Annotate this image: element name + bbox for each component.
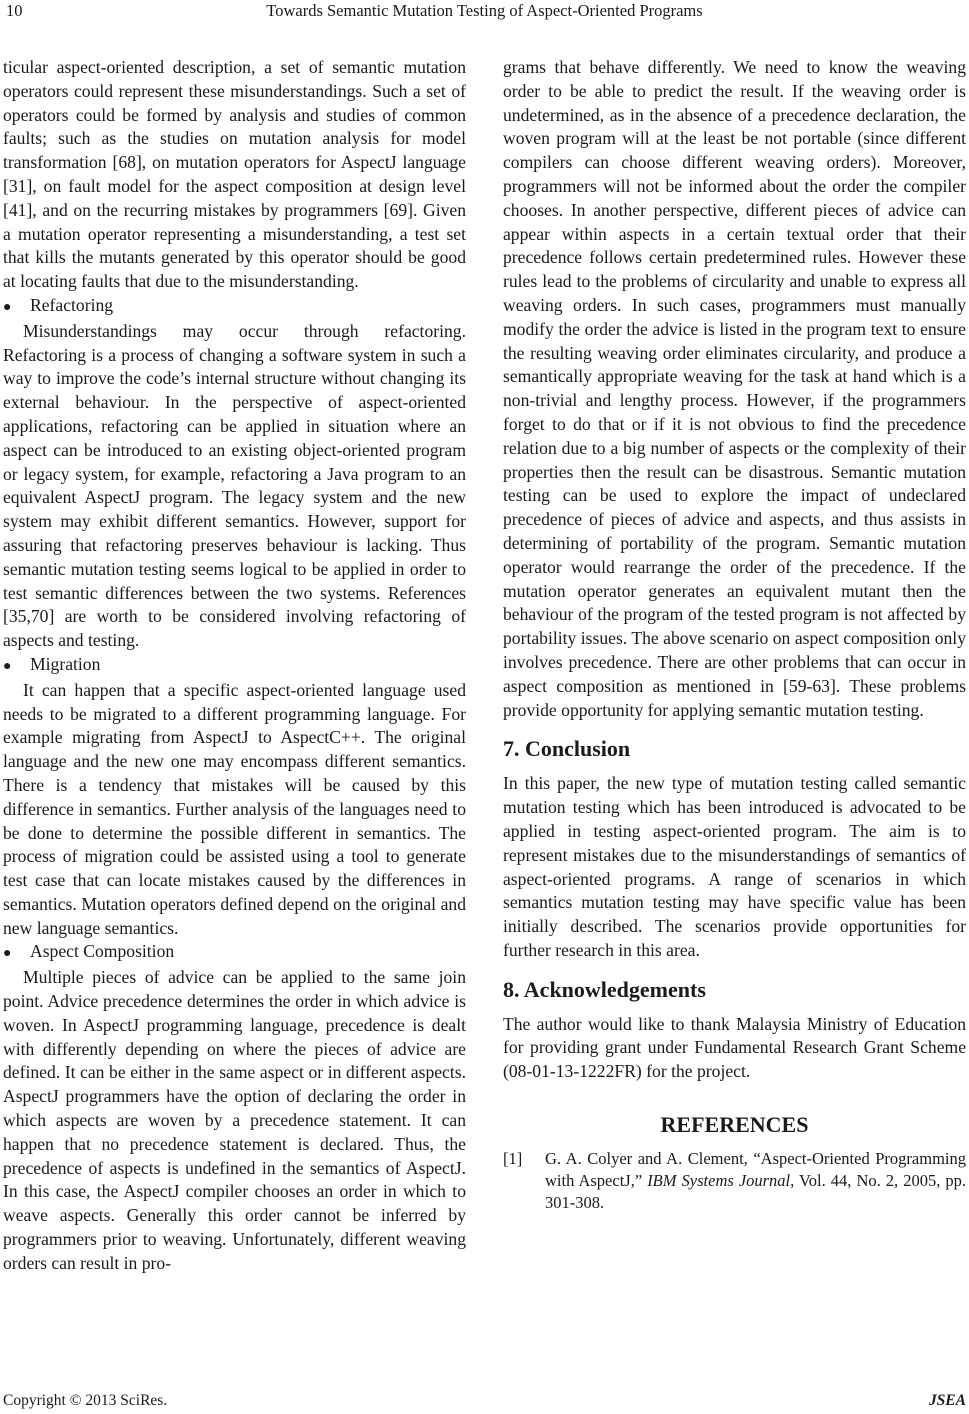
left-column (3, 56, 466, 1276)
migration-paragraph: It can happen that a specific aspect-oriented language used needs to be migrated to a different programming language. For example migrating from AspectJ to AspectC++. The original language and the new one may encompass different semantics. There is a tendency that mistakes will be caused by this difference in semantics. Further analysis of the languages need to be done to determine the possible different in semantics. The process of migration could be assisted using a tool to generate test case that can locate mistakes caused by the differences in semantics. Mutation operators defined depend on the original and new language semantics. (3, 679, 466, 938)
running-title: Towards Semantic Mutation Testing of Aspect-Oriented Programs (266, 1, 703, 20)
reference-authors-title: G. A. Colyer and A. Clement, “Aspect-Oriented Programming with AspectJ,” (545, 1149, 966, 1191)
copyright-text: Copyright © 2013 SciRes. (3, 1392, 168, 1409)
bullet-label: Refactoring (30, 294, 114, 315)
acknowledgements-paragraph: The author would like to thank Malaysia Ministry of Education for providing grant under Fundamental Research Grant Scheme (08-01-13-1222FR) for the project. (503, 1013, 966, 1082)
bullet-migration (3, 653, 466, 679)
bullet-icon: ● (3, 658, 12, 674)
bullet-icon: ● (3, 946, 12, 962)
bullet-refactoring (3, 294, 466, 320)
running-header (6, 1, 963, 25)
intro-paragraph: ticular aspect-oriented description, a set of semantic mutation operators could represent these misunderstandings. Such a set of operators could be formed by analysis and studies of common faults; such as the studies on mutation analysis for model transformation [68], on mutation operators for AspectJ language [31], on fault model for the aspect composition at design level [41], and on the recurring mistakes by programmers [69]. Given a mutation operator representing a misunderstanding, a test set that kills the mutants generated by this operator should be good at locating faults that due to the misunderstanding. (3, 57, 466, 292)
bullet-aspect-composition (3, 940, 466, 966)
page-number: 10 (6, 1, 23, 20)
reference-item (503, 1148, 966, 1214)
conclusion-paragraph: In this paper, the new type of mutation testing called semantic mutation testing which has been introduced is advocated to be applied in testing aspect-oriented program. The aim is to represent mistakes due to the misunderstandings of semantics of aspect-oriented programs. A range of scenarios in which semantics mutation testing may have specific value has been initially described. The scenarios provide opportunities for further research in this area. (503, 773, 966, 960)
reference-details: , Vol. 44, No. 2, 2005, pp. 301-308. (545, 1171, 966, 1213)
reference-text (545, 1148, 966, 1214)
page-footer (3, 1392, 966, 1412)
aspect-composition-paragraph: Multiple pieces of advice can be applied to the same join point. Advice precedence determines the order in which advice is woven. In AspectJ programming language, precedence is dealt with differently depending on where the pieces of advice are defined. It can be either in the same aspect or in different aspects. AspectJ programmers have the option of declaring the order in which aspects are woven by a precedence statement. It can happen that no precedence statement is declared. Thus, the precedence of aspects is undefined in the semantics of AspectJ. In this case, the AspectJ compiler chooses an order in which to weave aspects. Generally this order cannot be inferred by programmers prior to weaving. Unfortunately, different weaving orders can result in pro- (3, 967, 466, 1273)
reference-number: [1] (503, 1149, 523, 1169)
reference-journal: IBM Systems Journal (647, 1171, 791, 1191)
continuation-paragraph: grams that behave differently. We need to know the weaving order to be able to predict the result. If the weaving order is undetermined, as in the absence of a precedence declaration, the woven program will at the least be not portable (since different compilers can choose different weaving orders). Moreover, programmers will not be informed about the order the compiler chooses. In another perspective, different pieces of advice can appear within aspects in a certain textual order that their precedence follows certain predetermined rules. However these rules lead to the problems of circularity and unable to express all weaving orders. In such cases, programmers must manually modify the order the advice is listed in the program text to ensure the resulting weaving order eliminates circularity, and produce a semantically appropriate weaving for the task at hand which is a non-trivial and lengthy process. However, if the programmers forget to do that or if it is not obvious to find the precedence relation due to a big number of aspects or the complexity of their properties then the result can be disastrous. Semantic mutation testing can be used to explore the impact of undeclared precedence of pieces of advice and aspects, and thus assists in determining of portability of the program. Semantic mutation operator would rearrange the order of the precedence. If the mutation operator generates an equivalent mutant then the behaviour of the program of the tested program is not affected by portability issues. The above scenario on aspect composition only involves precedence. There are other problems that can occur in aspect composition as mentioned in [59-63]. These problems provide opportunity for applying semantic mutation testing. (503, 57, 966, 720)
bullet-label: Migration (30, 653, 101, 674)
bullet-label: Aspect Composition (30, 941, 175, 962)
conclusion-heading: 7. Conclusion (503, 736, 631, 762)
refactoring-paragraph: Misunderstandings may occur through refactoring. Refactoring is a process of changing a software system in such a way to improve the code’s internal structure without changing its external behaviour. In the perspective of aspect-oriented applications, refactoring can be applied in situation where an aspect can be introduced to an existing object-oriented program or legacy system, for example, refactoring a Java program to an equivalent AspectJ program. The legacy system and the new system may exhibit different semantics. However, support for assuring that refactoring preserves behaviour is lacking. Thus semantic mutation testing seems logical to be applied in order to test semantic differences between the two systems. References [35,70] are worth to be considered involving refactoring of aspects and testing. (3, 320, 466, 651)
right-column (503, 56, 966, 1214)
acknowledgements-heading: 8. Acknowledgements (503, 976, 706, 1002)
references-heading: REFERENCES (660, 1112, 809, 1138)
journal-abbreviation: JSEA (928, 1392, 966, 1409)
bullet-icon: ● (3, 299, 12, 315)
